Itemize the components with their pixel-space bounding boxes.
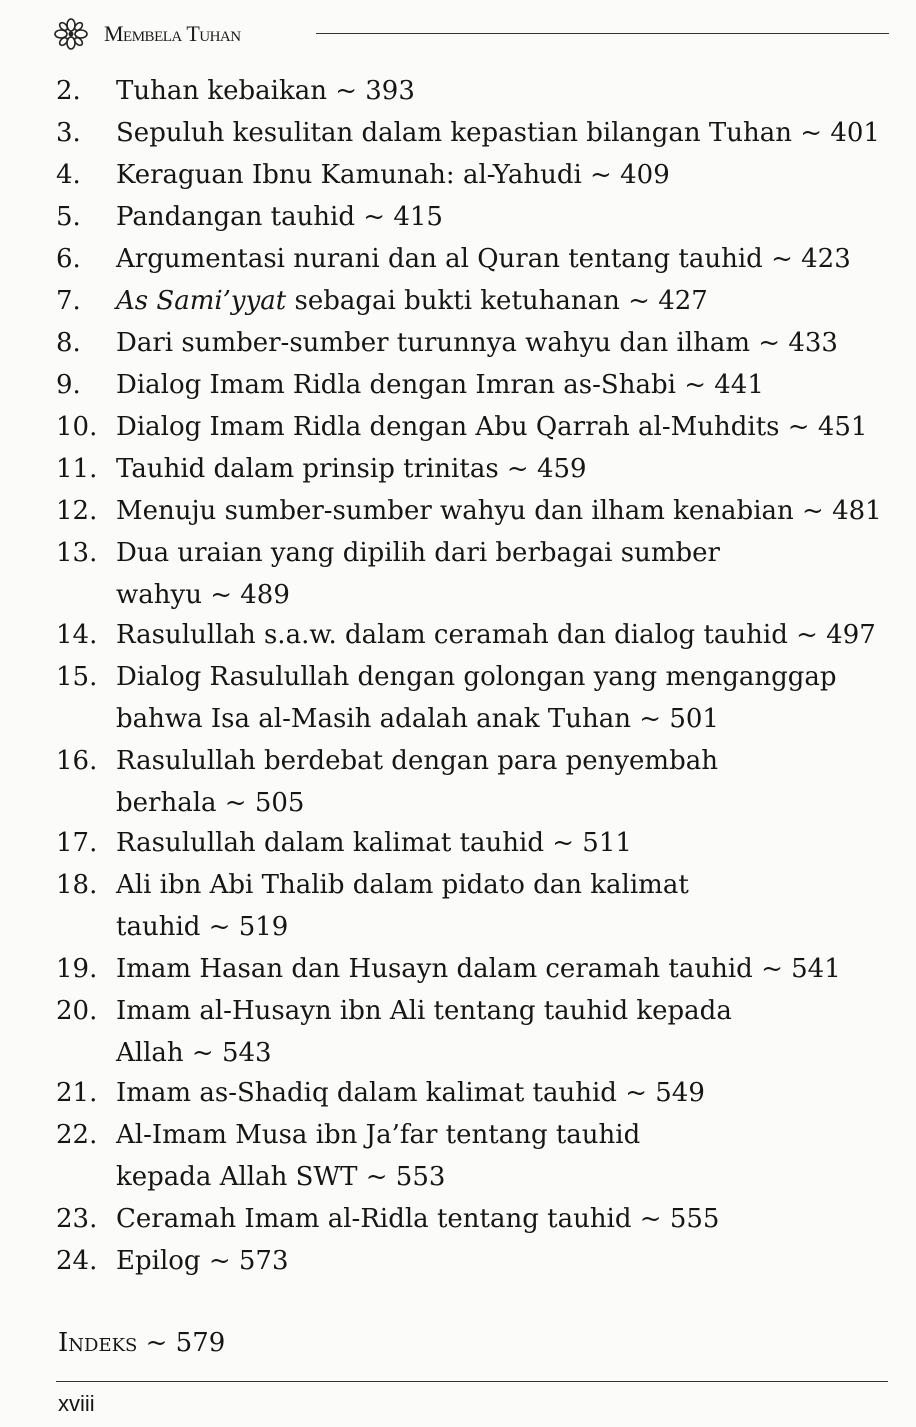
toc-entry-number: 18. — [56, 870, 98, 900]
toc-entry-number: 3. — [56, 118, 81, 148]
toc-entry-title: Argumentasi nurani dan al Quran tentang tauhid ~ 423 — [116, 244, 851, 274]
toc-entry-title — [116, 990, 732, 1074]
toc-entry-title — [116, 532, 720, 616]
toc-entry-title: Dari sumber-sumber turunnya wahyu dan ilham ~ 433 — [116, 328, 838, 358]
toc-entry-title: Ceramah Imam al-Ridla tentang tauhid ~ 555 — [116, 1204, 720, 1234]
toc-entry-title-line: Ali ibn Abi Thalib dalam pidato dan kalimat — [116, 870, 689, 900]
toc-entry-title: Pandangan tauhid ~ 415 — [116, 202, 443, 232]
toc-entry-title-line: tauhid ~ 519 — [116, 912, 289, 942]
toc-entry-title-line: berhala ~ 505 — [116, 788, 305, 818]
toc-entry-number: 24. — [56, 1246, 98, 1276]
toc-entry-title-italic: As Sami’yyat — [116, 286, 287, 316]
toc-entry-title — [116, 1114, 640, 1198]
toc-entry-number: 17. — [56, 828, 98, 858]
toc-entry-title-line: bahwa Isa al-Masih adalah anak Tuhan ~ 501 — [116, 704, 719, 734]
toc-entry-number: 2. — [56, 76, 81, 106]
toc-entry-number: 11. — [56, 454, 98, 484]
toc-entry-title: Dialog Imam Ridla dengan Imran as-Shabi ~ 441 — [116, 370, 764, 400]
toc-entry-title: Tuhan kebaikan ~ 393 — [116, 76, 415, 106]
toc-entry-title — [116, 864, 689, 948]
toc-entry-number: 12. — [56, 496, 98, 526]
toc-entry-title: Imam Hasan dan Husayn dalam ceramah tauhid ~ 541 — [116, 954, 841, 984]
toc-entry-title: Tauhid dalam prinsip trinitas ~ 459 — [116, 454, 587, 484]
toc-entry-number: 5. — [56, 202, 81, 232]
toc-entry-number: 7. — [56, 286, 81, 316]
toc-entry-number: 6. — [56, 244, 81, 274]
toc-entry-title: Dialog Imam Ridla dengan Abu Qarrah al-Muhdits ~ 451 — [116, 412, 868, 442]
toc-entry-title: Menuju sumber-sumber wahyu dan ilham kenabian ~ 481 — [116, 496, 882, 526]
toc-entry-title-rest: sebagai bukti ketuhanan ~ 427 — [286, 286, 708, 316]
toc-entry-title-line: Rasulullah berdebat dengan para penyembah — [116, 746, 718, 776]
toc-entry-title — [116, 280, 708, 322]
toc-entry-title-line: Allah ~ 543 — [116, 1038, 272, 1068]
toc-entry-number: 23. — [56, 1204, 98, 1234]
toc-entry-number: 19. — [56, 954, 98, 984]
index-entry-text: Indeks ~ 579 — [58, 1328, 226, 1358]
toc-entry-title: Rasulullah dalam kalimat tauhid ~ 511 — [116, 828, 632, 858]
toc-entry-number: 13. — [56, 538, 98, 568]
index-entry — [58, 1322, 225, 1364]
toc-entry-title: Imam as-Shadiq dalam kalimat tauhid ~ 549 — [116, 1078, 705, 1108]
toc-entry-title-line: kepada Allah SWT ~ 553 — [116, 1162, 446, 1192]
toc-entry-number: 14. — [56, 620, 98, 650]
toc-entry-title — [116, 740, 718, 824]
toc-entry-title-line: Dua uraian yang dipilih dari berbagai sumber — [116, 538, 720, 568]
toc-entry-number: 22. — [56, 1120, 98, 1150]
toc-entry-number: 20. — [56, 996, 98, 1026]
toc-entry-title-line: Dialog Rasulullah dengan golongan yang menganggap — [116, 662, 837, 692]
toc-entry-title: Rasulullah s.a.w. dalam ceramah dan dialog tauhid ~ 497 — [116, 620, 876, 650]
page-number: xviii — [58, 1391, 95, 1416]
toc-entry-number: 9. — [56, 370, 81, 400]
toc-entry-number: 8. — [56, 328, 81, 358]
toc-entry-title: Sepuluh kesulitan dalam kepastian bilangan Tuhan ~ 401 — [116, 118, 880, 148]
toc-entry-number: 15. — [56, 662, 98, 692]
toc-entry-title — [116, 656, 837, 740]
toc-entry-title: Keraguan Ibnu Kamunah: al-Yahudi ~ 409 — [116, 160, 670, 190]
toc-entry-title: Epilog ~ 573 — [116, 1246, 289, 1276]
toc-entry-number: 21. — [56, 1078, 98, 1108]
toc-entry-number: 4. — [56, 160, 81, 190]
running-title: Membela Tuhan — [104, 21, 241, 46]
toc-entry-number: 16. — [56, 746, 98, 776]
toc-entry-title-line: wahyu ~ 489 — [116, 580, 290, 610]
footer-rule — [56, 1381, 888, 1382]
toc-entry-title-line: Imam al-Husayn ibn Ali tentang tauhid kepada — [116, 996, 732, 1026]
toc-entry-number: 10. — [56, 412, 98, 442]
toc-entry-title-line: Al-Imam Musa ibn Ja’far tentang tauhid — [116, 1120, 641, 1150]
